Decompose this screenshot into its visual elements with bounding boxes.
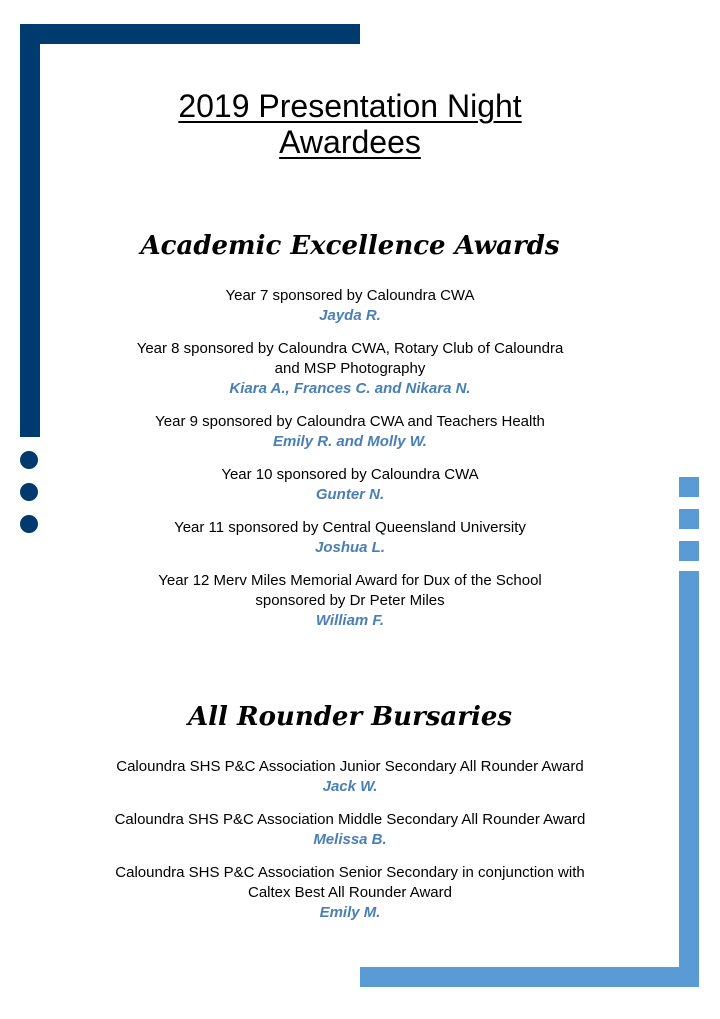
award-description: Year 7 sponsored by Caloundra CWA: [225, 287, 475, 304]
academic-award-list: [60, 286, 640, 631]
document-content: [60, 88, 640, 936]
frame-right-bar: [679, 571, 699, 987]
page-title-line1: 2019 Presentation Night: [178, 88, 522, 124]
award-entry: [60, 412, 640, 452]
award-winner: Gunter N.: [315, 486, 385, 503]
award-description: Year 11 sponsored by Central Queensland University: [174, 519, 526, 536]
bursary-award-list: [60, 757, 640, 923]
award-description: Caloundra SHS P&C Association Senior Secondary in conjunction with: [115, 864, 585, 881]
decorative-square: [679, 477, 699, 497]
decorative-square: [679, 509, 699, 529]
award-entry: [60, 863, 640, 923]
award-entry: [60, 286, 640, 326]
award-description: sponsored by Dr Peter Miles: [255, 592, 445, 609]
academic-section-heading: Academic Excellence Awards: [140, 231, 560, 261]
award-winner: Joshua L.: [314, 539, 385, 556]
award-winner: Melissa B.: [313, 831, 387, 848]
award-description: Year 10 sponsored by Caloundra CWA: [221, 466, 479, 483]
frame-left-bar: [20, 24, 40, 437]
decorative-dot: [20, 515, 38, 533]
award-description: Year 9 sponsored by Caloundra CWA and Teachers Health: [155, 413, 545, 430]
award-winner: Emily M.: [319, 904, 381, 921]
award-entry: [60, 465, 640, 505]
decorative-square: [679, 541, 699, 561]
decorative-dot: [20, 451, 38, 469]
award-winner: Kiara A., Frances C. and Nikara N.: [229, 380, 471, 397]
award-description: Caltex Best All Rounder Award: [247, 884, 452, 901]
award-description: Year 8 sponsored by Caloundra CWA, Rotary Club of Caloundra: [136, 340, 564, 357]
award-description: Year 12 Merv Miles Memorial Award for Dux of the School: [158, 572, 542, 589]
award-entry: [60, 571, 640, 631]
frame-bottom-bar: [360, 967, 699, 987]
award-entry: [60, 518, 640, 558]
award-description: and MSP Photography: [274, 360, 426, 377]
award-winner: Emily R. and Molly W.: [273, 433, 427, 450]
award-entry: [60, 810, 640, 850]
award-winner: Jayda R.: [319, 307, 381, 324]
award-description: Caloundra SHS P&C Association Middle Secondary All Rounder Award: [114, 811, 586, 828]
award-winner: Jack W.: [322, 778, 378, 795]
page-title: [60, 88, 640, 160]
award-winner: William F.: [315, 612, 385, 629]
award-description: Caloundra SHS P&C Association Junior Secondary All Rounder Award: [116, 758, 584, 775]
award-entry: [60, 757, 640, 797]
bursary-section-heading: All Rounder Bursaries: [187, 702, 513, 732]
page-title-line2: Awardees: [279, 124, 421, 160]
frame-top-bar: [20, 24, 360, 44]
award-entry: [60, 339, 640, 399]
decorative-dot: [20, 483, 38, 501]
